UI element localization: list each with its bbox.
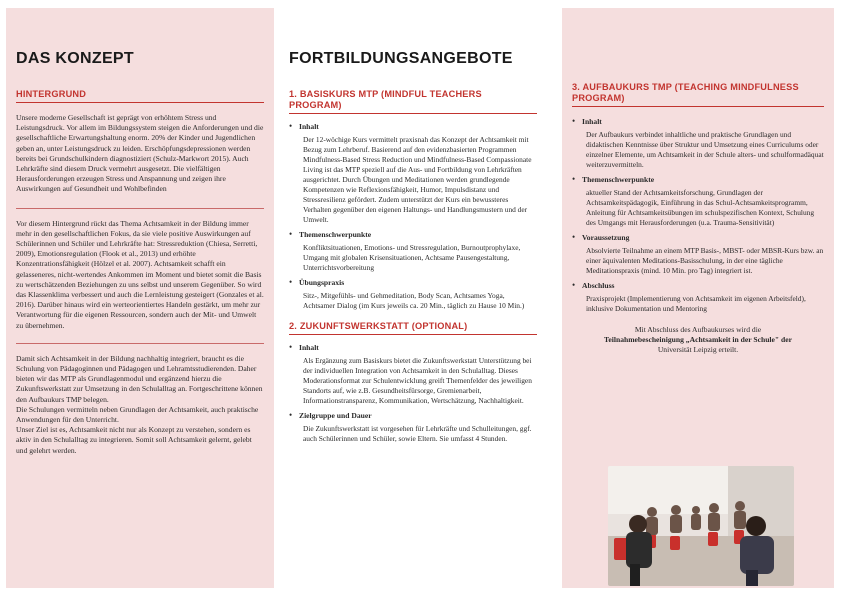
zukunftswerkstatt-list (289, 343, 537, 444)
basiskurs-list (289, 122, 537, 311)
list-item-inhalt: • Inhalt Der 12-wöchige Kurs vermittelt praxisnah das Konzept der Achtsamkeit mit Bezug zum Lehrberuf. Basierend auf den evidenzbasierten Programmen Mindfulness-Based Stress Reduction und Mindfulness-Based Compassionate Living ist das MTP speziell auf die Aus- und Fortbildung von Lehrkräften ausgerichtet. Durch Übungen und Meditationen werden grundlegende Kompetenzen wie Reflexionsfähigkeit, Humor, Impulsdistanz und Stressresilienz gefördert. Zudem unterstützt der Kurs ein bewussteres Verhalten gegenüber den eigenen Haltungs- und Handlungsmustern und der Umwelt. (289, 122, 537, 225)
paragraph-4: Die Schulungen vermitteln neben Grundlagen der Achtsamkeit, auch praktische Anwendungen für den Unterricht. (16, 404, 259, 425)
panel-aufbaukurs (562, 8, 834, 588)
divider-1 (16, 208, 264, 209)
paragraph-5: Unser Ziel ist es, Achtsamkeit nicht nur als Konzept zu verstehen, sondern es aktiv in den Schulalltag zu integrieren. Somit soll Achtsamkeit gelernt, gelebt und gelehrt werden. (16, 425, 252, 455)
panel-das-konzept (6, 8, 274, 588)
closing-pre: Mit Abschluss des Aufbaukurses wird die (634, 325, 762, 334)
list-item-inhalt-3: • Inhalt Der Aufbaukurs verbindet inhaltliche und praktische Grundlagen und didaktischen Kenntnisse über Struktur und Umsetzung eines Curriculums oder einzelner Elemente, um Achtsamkeit in der Schule alters- und schulformadäquat weiterzuvermitteln. (572, 117, 824, 170)
paragraph-3: Damit sich Achtsamkeit in der Bildung nachhaltig integriert, braucht es die Schulung von Pädagoginnen und Pädagogen und Lehramtsstudierenden. Daher bieten wir das MTP als Grundlagenmodul und ergänzend hierzu die Zukunftswerkstatt zur Umsetzung in den Schulalltag an. Fortgeschrittene können den Aufbaukurs TMP belegen. (16, 353, 263, 404)
section-title-zukunftswerkstatt: 2. ZUKUNFTSWERKSTATT (OPTIONAL) (289, 321, 468, 331)
closing-text (572, 325, 824, 356)
group-meditation-photo (608, 466, 794, 586)
list-item-themenschwerpunkte-3: • Themenschwerpunkte aktueller Stand der Achtsamkeitsforschung, Grundlagen der Achtsamkeitspädagogik, Einführung in das Schul-Achtsamkeitsprogramm, Anleitung für Achtsamkeitsübungen im schulspezifischen Kontext, Schulung des Umgangs mit Herausforderungen (u.a. Trauma-Sensitivität) (572, 175, 824, 228)
section-title-aufbaukurs: 3. AUFBAUKURS TMP (TEACHING MINDFULNESS PROGRAM) (572, 82, 799, 103)
closing-bold: Teilnahmebescheinigung „Achtsamkeit in der Schule" der (604, 335, 792, 345)
page-title-das-konzept: DAS KONZEPT (16, 50, 134, 67)
aufbaukurs-list (572, 117, 824, 314)
list-item-zielgruppe: • Zielgruppe und Dauer Die Zukunftswerkstatt ist vorgesehen für Lehrkräfte und Schulleitungen, ggf. auch Schülerinnen und Schüler, sowie Eltern. Sie umfasst 4 Stunden. (289, 411, 537, 444)
divider-2 (16, 343, 264, 344)
paragraph-1: Unsere moderne Gesellschaft ist geprägt von erhöhtem Stress und Leistungsdruck. Vor allem im Bildungssystem steigen die Anforderungen und die gesellschaftliche Erwartungshaltung enorm. 20% der Kinder und Jugendlichen geben an, unter Leistungsdruck zu leiden. Erschöpfungsdepressionen werden bereits bei Grundschulkindern diagnostiziert (Schulz-Markwort 2015). Auch Lehrkräfte sind diesem Druck vermehrt ausgesetzt. Die vielfältigen Herausforderungen erzeugen Stress und Anspannung und zeigen ihre Auswirkungen auf Gesundheit und Wohlbefinden (16, 113, 264, 194)
list-item-inhalt-2: • Inhalt Als Ergänzung zum Basiskurs bietet die Zukunftswerkstatt Unterstützung bei der individuellen Integration von Achtsamkeit in den Schulalltag. Dieses Moderationsformat zur Schulentwicklung greift Themenfelder des jeweiligen Standorts auf, wie z.B. Gesundheitsfürsorge, Gremienarbeit, Informationstransparenz, Kommunikation, Wertschätzung, Nachhaltigkeit. (289, 343, 537, 406)
paragraph-2: Vor diesem Hintergrund rückt das Thema Achtsamkeit in der Bildung immer mehr in den gesellschaftlichen Fokus, da sie viele positive Auswirkungen auf Schülerinnen und Schüler und Lehrkräfte hat: Stressreduktion (Chiesa, Serretti, 2009), Emotionsregulation (Flook et al., 2013) und erhöhte Konzentrationsfähigkeit (Hölzel et al. 2007). Achtsamkeit schafft ein gelasseneres, nicht-wertendes Ankommen im Moment und bietet somit die Basis zu wertschätzenden Beziehungen zu uns selbst und unserem Gegenüber. So wird das Klassenklima verbessert und auch die Lernleistung gesteigert (Gonzales et al. 2016). Darüber hinaus wird ein werteorientiertes Handeln gestärkt, um mehr zur Verantwortung für die eigenen Ressourcen, sondern auch der Mit- und Umwelt zu übernehmen. (16, 218, 264, 330)
list-item-themenschwerpunkte: • Themenschwerpunkte Konfliktsituationen, Emotions- und Stressregulation, Burnoutprophylaxe, Umgang mit globalen Krisensituationen, Achtsame Pausengestaltung, Unterrichtsvorbereitung (289, 230, 537, 273)
panel-fortbildungsangebote (281, 8, 545, 588)
subtitle-hintergrund: HINTERGRUND (16, 89, 87, 99)
list-item-uebungspraxis: • Übungspraxis Sitz-, Mitgefühls- und Gehmeditation, Body Scan, Achtsames Yoga, Achtsamer Dialog (im Kurs jeweils ca. 20 Min., täglich zu Hause 10 Min.) (289, 278, 537, 311)
list-item-voraussetzung: • Voraussetzung Absolvierte Teilnahme an einem MTP Basis-, MBST- oder MBSR-Kurs bzw. an einer äquivalenten Meditations-Basisschulung, in der eine tägliche Meditationspraxis (mind. 10 Min. pro Tag) integriert ist. (572, 233, 824, 276)
page-title-fortbildungsangebote: FORTBILDUNGSANGEBOTE (289, 50, 513, 67)
list-item-abschluss: • Abschluss Praxisprojekt (Implementierung von Achtsamkeit im eigenen Arbeitsfeld), inklusive Dokumentation und Mentoring (572, 281, 824, 314)
section-title-basiskurs: 1. BASISKURS MTP (MINDFUL TEACHERS PROGRAM) (289, 89, 482, 110)
closing-post: Universität Leipzig erteilt. (657, 345, 739, 355)
